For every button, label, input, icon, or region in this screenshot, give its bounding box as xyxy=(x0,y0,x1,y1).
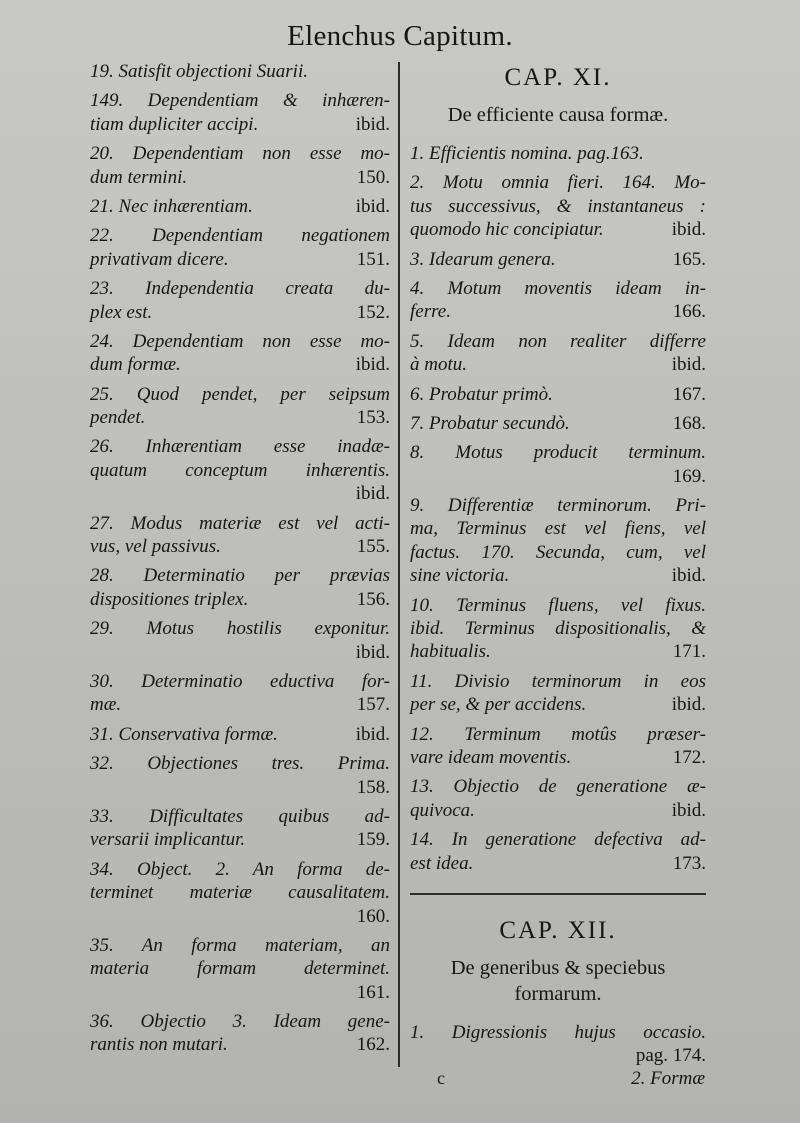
toc-entry-text: ibid. Terminus dispositionalis, & xyxy=(410,618,706,640)
toc-entry xyxy=(90,195,390,218)
toc-entry-text: 7. Probatur secundò. xyxy=(410,412,570,434)
toc-entry xyxy=(410,670,706,717)
toc-entry-line xyxy=(90,512,390,535)
page-reference: 165. xyxy=(672,248,706,270)
toc-entry-text: 33. Difficultates quibus ad- xyxy=(90,805,390,827)
page-reference: ibid. xyxy=(355,641,390,663)
toc-entry-line xyxy=(90,195,390,218)
toc-entry-line xyxy=(90,330,390,353)
page-reference: 168. xyxy=(672,412,706,434)
page-reference: 151. xyxy=(356,248,390,270)
toc-entry-text: 14. In generatione defectiva ad- xyxy=(410,829,706,851)
toc-entry xyxy=(90,60,390,83)
page-reference: pag. 174. xyxy=(635,1045,706,1067)
toc-entry xyxy=(410,171,706,241)
toc-entry-text: ma, Terminus est vel fiens, vel xyxy=(410,518,706,540)
toc-entry-line xyxy=(410,412,706,435)
toc-entry-text: 28. Determinatio per prævias xyxy=(90,565,390,587)
toc-entry xyxy=(90,435,390,505)
toc-entry-line xyxy=(90,459,390,482)
toc-entry-text: 30. Determinatio eductiva for- xyxy=(90,670,390,692)
toc-entry-line xyxy=(410,218,706,241)
toc-entry-line xyxy=(90,957,390,980)
page-reference: 169. xyxy=(672,465,706,487)
page-reference: 158. xyxy=(356,776,390,798)
chapter-12-subtitle-line: De generibus & speciebus xyxy=(450,956,666,979)
page-reference: 156. xyxy=(356,588,390,610)
toc-entry-line xyxy=(410,775,706,798)
toc-entry-line xyxy=(90,435,390,458)
toc-entry-line xyxy=(90,858,390,881)
toc-entry xyxy=(90,617,390,664)
toc-entry-text: 22. Dependentiam negationem xyxy=(90,225,390,247)
toc-entry-text: 26. Inhærentiam esse inadæ- xyxy=(90,436,390,458)
toc-entry-text: 21. Nec inhærentiam. xyxy=(90,195,253,217)
toc-entry xyxy=(90,224,390,271)
page-reference: 171. xyxy=(672,641,706,663)
page-reference: ibid. xyxy=(355,483,390,505)
page-reference: 172. xyxy=(672,746,706,768)
toc-entry-line xyxy=(410,828,706,851)
page-reference: 157. xyxy=(356,694,390,716)
toc-entry xyxy=(90,277,390,324)
toc-entry-line xyxy=(410,852,706,875)
page-reference: 152. xyxy=(356,301,390,323)
toc-entry-text: materia formam determinet. xyxy=(90,958,390,980)
toc-entry-line xyxy=(90,277,390,300)
toc-entry-text: 35. An forma materiam, an xyxy=(90,934,390,956)
left-column xyxy=(90,60,390,1063)
toc-entry xyxy=(90,383,390,430)
toc-entry xyxy=(90,330,390,377)
page-reference: ibid. xyxy=(671,694,706,716)
page-reference: ibid. xyxy=(355,113,390,135)
toc-entry-text: vare ideam moventis. xyxy=(410,746,572,768)
toc-entry-text: ferre. xyxy=(410,301,451,323)
toc-entry-line xyxy=(410,723,706,746)
toc-entry-text: dum formæ. xyxy=(90,354,181,376)
toc-entry-line xyxy=(90,113,390,136)
toc-entry-line xyxy=(410,142,706,165)
toc-entry-line xyxy=(90,693,390,716)
toc-entry-line xyxy=(410,248,706,271)
page-reference: ibid. xyxy=(671,565,706,587)
toc-entry-line xyxy=(90,617,390,640)
toc-entry-text: quomodo hic concipiatur. xyxy=(410,219,604,241)
toc-entry xyxy=(410,383,706,406)
toc-entry-line xyxy=(410,465,706,488)
toc-entry-line xyxy=(410,746,706,769)
toc-entry-text: mæ. xyxy=(90,694,122,716)
toc-entry-text: 29. Motus hostilis exponitur. xyxy=(90,618,390,640)
toc-entry-line xyxy=(410,541,706,564)
toc-entry-line xyxy=(410,693,706,716)
toc-entry-text: dum termini. xyxy=(90,166,188,188)
toc-entry-line xyxy=(90,881,390,904)
toc-entry-text: dispositiones triplex. xyxy=(90,588,249,610)
toc-entry-text: terminet materiæ causalitatem. xyxy=(90,882,390,904)
toc-entry-line xyxy=(90,383,390,406)
toc-entry xyxy=(410,412,706,435)
catchword: 2. Formæ xyxy=(631,1068,705,1089)
toc-entry-line xyxy=(410,330,706,353)
toc-entry-text: privativam dicere. xyxy=(90,248,229,270)
toc-entry-line xyxy=(90,301,390,324)
toc-entry xyxy=(90,670,390,717)
toc-entry-text: 1. Efficientis nomina. pag.163. xyxy=(410,143,644,164)
toc-entry-line xyxy=(90,406,390,429)
toc-entry-line xyxy=(90,934,390,957)
toc-entry-line xyxy=(410,171,706,194)
toc-entry xyxy=(90,752,390,799)
toc-entry-text: pendet. xyxy=(90,407,146,429)
toc-entry-text: 32. Objectiones tres. Prima. xyxy=(90,753,390,775)
toc-entry xyxy=(90,934,390,1004)
toc-entry-text: vus, vel passivus. xyxy=(90,536,221,558)
toc-entry xyxy=(90,1010,390,1057)
toc-entry-line xyxy=(90,166,390,189)
toc-entry-line xyxy=(410,195,706,218)
toc-entry-text: 6. Probatur primò. xyxy=(410,383,553,405)
toc-entry-text: 3. Idearum genera. xyxy=(410,248,556,270)
toc-entry xyxy=(410,494,706,588)
page-header: Elenchus Capitum. xyxy=(287,20,513,52)
toc-entry-text: 25. Quod pendet, per seipsum xyxy=(90,383,390,405)
chapter-rule xyxy=(410,893,706,895)
toc-entry xyxy=(410,330,706,377)
chapter-12-entries xyxy=(410,1021,706,1068)
page-reference: ibid. xyxy=(671,354,706,376)
toc-entry-text: 1. Digressionis hujus occasio. xyxy=(410,1021,706,1043)
page-reference: 173. xyxy=(672,852,706,874)
chapter-11-subtitle: De efficiente causa formæ. xyxy=(447,104,669,126)
right-column xyxy=(410,60,706,1074)
toc-entry-line xyxy=(410,383,706,406)
toc-entry xyxy=(90,858,390,928)
page-reference: ibid. xyxy=(355,195,390,217)
page-reference: ibid. xyxy=(355,354,390,376)
chapter-11-title: CAP. XI. xyxy=(504,64,612,91)
toc-entry-text: quatum conceptum inhærentis. xyxy=(90,459,390,481)
toc-entry-text: versarii implicantur. xyxy=(90,829,246,851)
toc-entry-text: 149. Dependentiam & inhæren- xyxy=(90,90,390,112)
toc-entry-text: 2. Motu omnia fieri. 164. Mo- xyxy=(410,172,706,194)
toc-entry-line xyxy=(90,1010,390,1033)
toc-entry-line xyxy=(410,517,706,540)
toc-entry-text: rantis non mutari. xyxy=(90,1034,228,1056)
toc-entry-line xyxy=(410,594,706,617)
page-reference: 153. xyxy=(356,407,390,429)
page-reference: ibid. xyxy=(355,723,390,745)
toc-entry-line xyxy=(410,640,706,663)
toc-entry-text: 20. Dependentiam non esse mo- xyxy=(90,143,390,165)
toc-entry-text: 8. Motus producit terminum. xyxy=(410,442,706,464)
toc-entry xyxy=(90,512,390,559)
toc-entry-text: quivoca. xyxy=(410,799,475,821)
page-reference: ibid. xyxy=(671,799,706,821)
toc-entry-line xyxy=(90,905,390,928)
toc-entry-text: 4. Motum moventis ideam in- xyxy=(410,277,706,299)
toc-entry-text: habitualis. xyxy=(410,641,491,663)
page-reference: 162. xyxy=(356,1034,390,1056)
toc-entry-line xyxy=(410,441,706,464)
toc-entry-line xyxy=(90,482,390,505)
toc-entry-line xyxy=(90,670,390,693)
toc-entry-line xyxy=(90,89,390,112)
toc-entry-line xyxy=(90,752,390,775)
toc-entry xyxy=(90,564,390,611)
toc-entry xyxy=(410,1021,706,1068)
toc-entry xyxy=(410,775,706,822)
toc-entry xyxy=(90,805,390,852)
toc-entry-text: tiam dupliciter accipi. xyxy=(90,113,259,135)
toc-entry-line xyxy=(90,805,390,828)
signature-mark: c xyxy=(437,1068,445,1088)
toc-entry-text: sine victoria. xyxy=(410,565,510,587)
page-reference: ibid. xyxy=(671,219,706,241)
toc-entry xyxy=(90,723,390,746)
page-reference: 167. xyxy=(672,383,706,405)
toc-entry-text: 13. Objectio de generatione æ- xyxy=(410,776,706,798)
column-divider xyxy=(398,62,400,1067)
toc-entry-text: 34. Object. 2. An forma de- xyxy=(90,858,390,880)
toc-entry-line xyxy=(90,981,390,1004)
toc-entry-line xyxy=(90,535,390,558)
toc-entry-text: 19. Satisfit objectioni Suarii. xyxy=(90,61,308,82)
toc-entry xyxy=(410,277,706,324)
toc-entry-line xyxy=(90,1033,390,1056)
toc-entry-text: 11. Divisio terminorum in eos xyxy=(410,670,706,692)
toc-entry-text: 24. Dependentiam non esse mo- xyxy=(90,330,390,352)
toc-entry-line xyxy=(90,564,390,587)
toc-entry-line xyxy=(90,142,390,165)
toc-entry-text: tus successivus, & instantaneus : xyxy=(410,195,706,217)
toc-entry xyxy=(410,441,706,488)
toc-entry-line xyxy=(90,60,390,83)
toc-entry-line xyxy=(410,494,706,517)
toc-entry-text: 36. Objectio 3. Ideam gene- xyxy=(90,1011,390,1033)
toc-entry-line xyxy=(410,300,706,323)
toc-entry-text: per se, & per accidens. xyxy=(410,694,587,716)
toc-entry-text: 12. Terminum motûs præser- xyxy=(410,723,706,745)
page-reference: 159. xyxy=(356,829,390,851)
chapter-11-entries xyxy=(410,142,706,875)
toc-entry xyxy=(90,142,390,189)
toc-entry-line xyxy=(90,723,390,746)
toc-entry-line xyxy=(90,776,390,799)
toc-entry xyxy=(90,89,390,136)
chapter-12-title: CAP. XII. xyxy=(499,916,617,944)
page-reference: 155. xyxy=(356,536,390,558)
toc-entry-line xyxy=(410,799,706,822)
chapter-12-subtitle xyxy=(410,955,706,1007)
page-reference: 150. xyxy=(356,166,390,188)
toc-entry-line xyxy=(90,353,390,376)
toc-entry-line xyxy=(90,224,390,247)
toc-entry xyxy=(410,723,706,770)
toc-entry-line xyxy=(90,828,390,851)
toc-entry-line xyxy=(410,353,706,376)
toc-entry-line xyxy=(410,617,706,640)
toc-entry-text: 23. Independentia creata du- xyxy=(90,278,390,300)
toc-entry-line xyxy=(410,277,706,300)
toc-entry-text: 31. Conservativa formæ. xyxy=(90,723,278,745)
toc-entry xyxy=(410,142,706,165)
toc-entry xyxy=(410,248,706,271)
toc-entry-text: factus. 170. Secunda, cum, vel xyxy=(410,541,706,563)
toc-entry-line xyxy=(90,248,390,271)
toc-entry-line xyxy=(90,588,390,611)
toc-entry xyxy=(410,594,706,664)
toc-entry-text: à motu. xyxy=(410,354,467,376)
toc-entry-text: 10. Terminus fluens, vel fixus. xyxy=(410,594,706,616)
toc-entry-line xyxy=(410,1021,706,1044)
toc-entry-line xyxy=(410,564,706,587)
toc-entry xyxy=(410,828,706,875)
toc-entry-text: est idea. xyxy=(410,852,474,874)
page-reference: 160. xyxy=(356,905,390,927)
toc-entry-text: 27. Modus materiæ est vel acti- xyxy=(90,512,390,534)
page-reference: 166. xyxy=(672,301,706,323)
toc-entry-line xyxy=(410,670,706,693)
page-reference: 161. xyxy=(356,981,390,1003)
toc-entry-text: 5. Ideam non realiter differre xyxy=(410,330,706,352)
toc-entry-text: 9. Differentiæ terminorum. Pri- xyxy=(410,495,706,517)
chapter-12-subtitle-line: formarum. xyxy=(514,982,602,1005)
toc-entry-line xyxy=(90,641,390,664)
toc-entry-text: plex est. xyxy=(90,301,153,323)
toc-entry-line xyxy=(410,1044,706,1067)
